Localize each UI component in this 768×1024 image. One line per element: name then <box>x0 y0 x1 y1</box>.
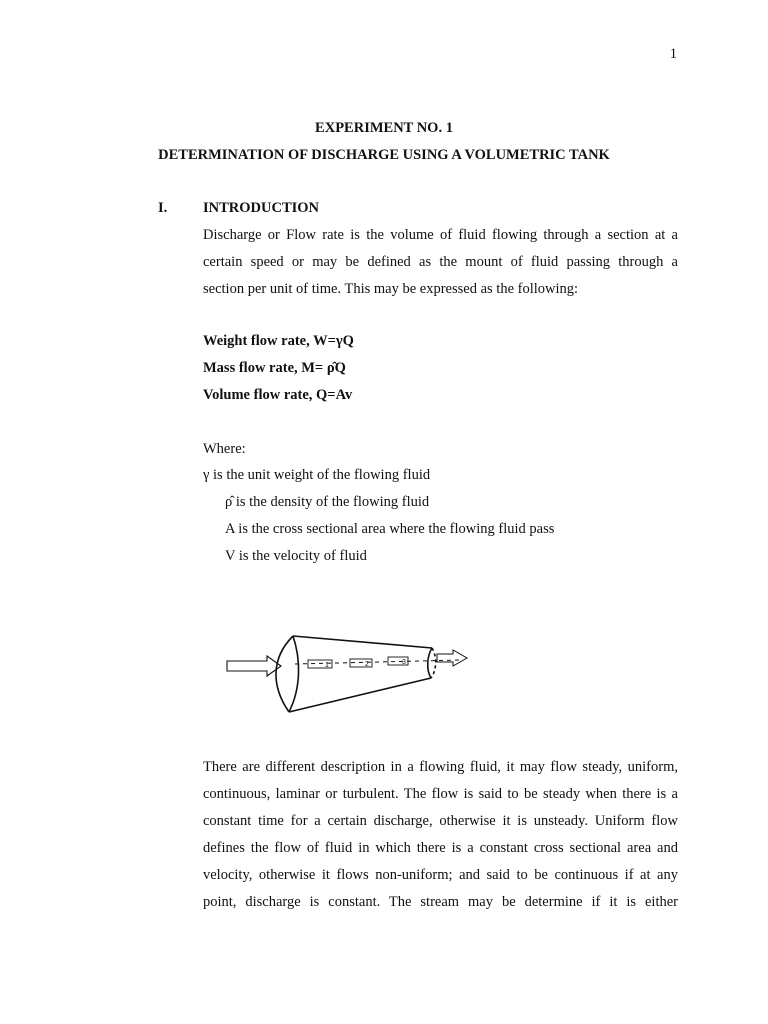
description-line: velocity, otherwise it flows non-uniform; and said to be continuous if at any <box>203 867 678 883</box>
pipe-inlet-ellipse <box>289 636 299 712</box>
formula-volume-flow: Volume flow rate, Q=Av <box>203 387 353 403</box>
definition-density: ρ̂ is the density of the flowing fluid <box>225 494 430 510</box>
definition-velocity: V is the velocity of fluid <box>225 548 367 564</box>
page-number: 1 <box>669 46 677 62</box>
pipe-outlet-ellipse <box>428 648 432 678</box>
description-line: defines the flow of fluid in which there is a constant cross sectional area and <box>203 840 678 856</box>
intro-line: Discharge or Flow rate is the volume of fluid flowing through a section at a <box>203 227 678 243</box>
pipe-outlet-ellipse <box>431 648 436 678</box>
formula-mass-flow: Mass flow rate, M= ρ̂Q <box>203 360 346 376</box>
definition-area: A is the cross sectional area where the flowing fluid pass <box>225 521 555 537</box>
stream-label-1: 1 <box>325 662 329 669</box>
where-label: Where: <box>203 441 246 457</box>
outlet-arrow <box>437 650 467 666</box>
formula-weight-flow: Weight flow rate, W=γQ <box>203 333 354 349</box>
description-line: constant time for a certain discharge, otherwise it is unsteady. Uniform flow <box>203 813 678 829</box>
intro-paragraph <box>203 222 678 303</box>
pipe-bottom-edge <box>289 678 431 712</box>
pipe-top-edge <box>293 636 432 648</box>
description-paragraph <box>203 754 678 916</box>
stream-label-2: 2 <box>365 661 369 668</box>
section-number: I. <box>158 200 168 216</box>
document-subtitle: DETERMINATION OF DISCHARGE USING A VOLUMETRIC TANK <box>158 147 610 163</box>
definition-unit-weight: γ is the unit weight of the flowing fluid <box>203 467 431 483</box>
flow-diagram <box>205 600 500 730</box>
inlet-arrow <box>227 656 281 676</box>
description-line: point, discharge is constant. The stream may be determine if it is either <box>203 894 678 910</box>
pipe-inlet-ellipse <box>276 636 293 712</box>
description-line: There are different description in a flowing fluid, it may flow steady, uniform, <box>203 759 678 775</box>
section-heading: INTRODUCTION <box>203 200 320 216</box>
intro-line: certain speed or may be defined as the mount of fluid passing through a <box>203 254 678 270</box>
stream-label-3: 3 <box>402 659 406 666</box>
intro-line: section per unit of time. This may be expressed as the following: <box>203 281 579 297</box>
description-line: continuous, laminar or turbulent. The flow is said to be steady when there is a <box>203 786 678 802</box>
document-title: EXPERIMENT NO. 1 <box>315 120 453 136</box>
